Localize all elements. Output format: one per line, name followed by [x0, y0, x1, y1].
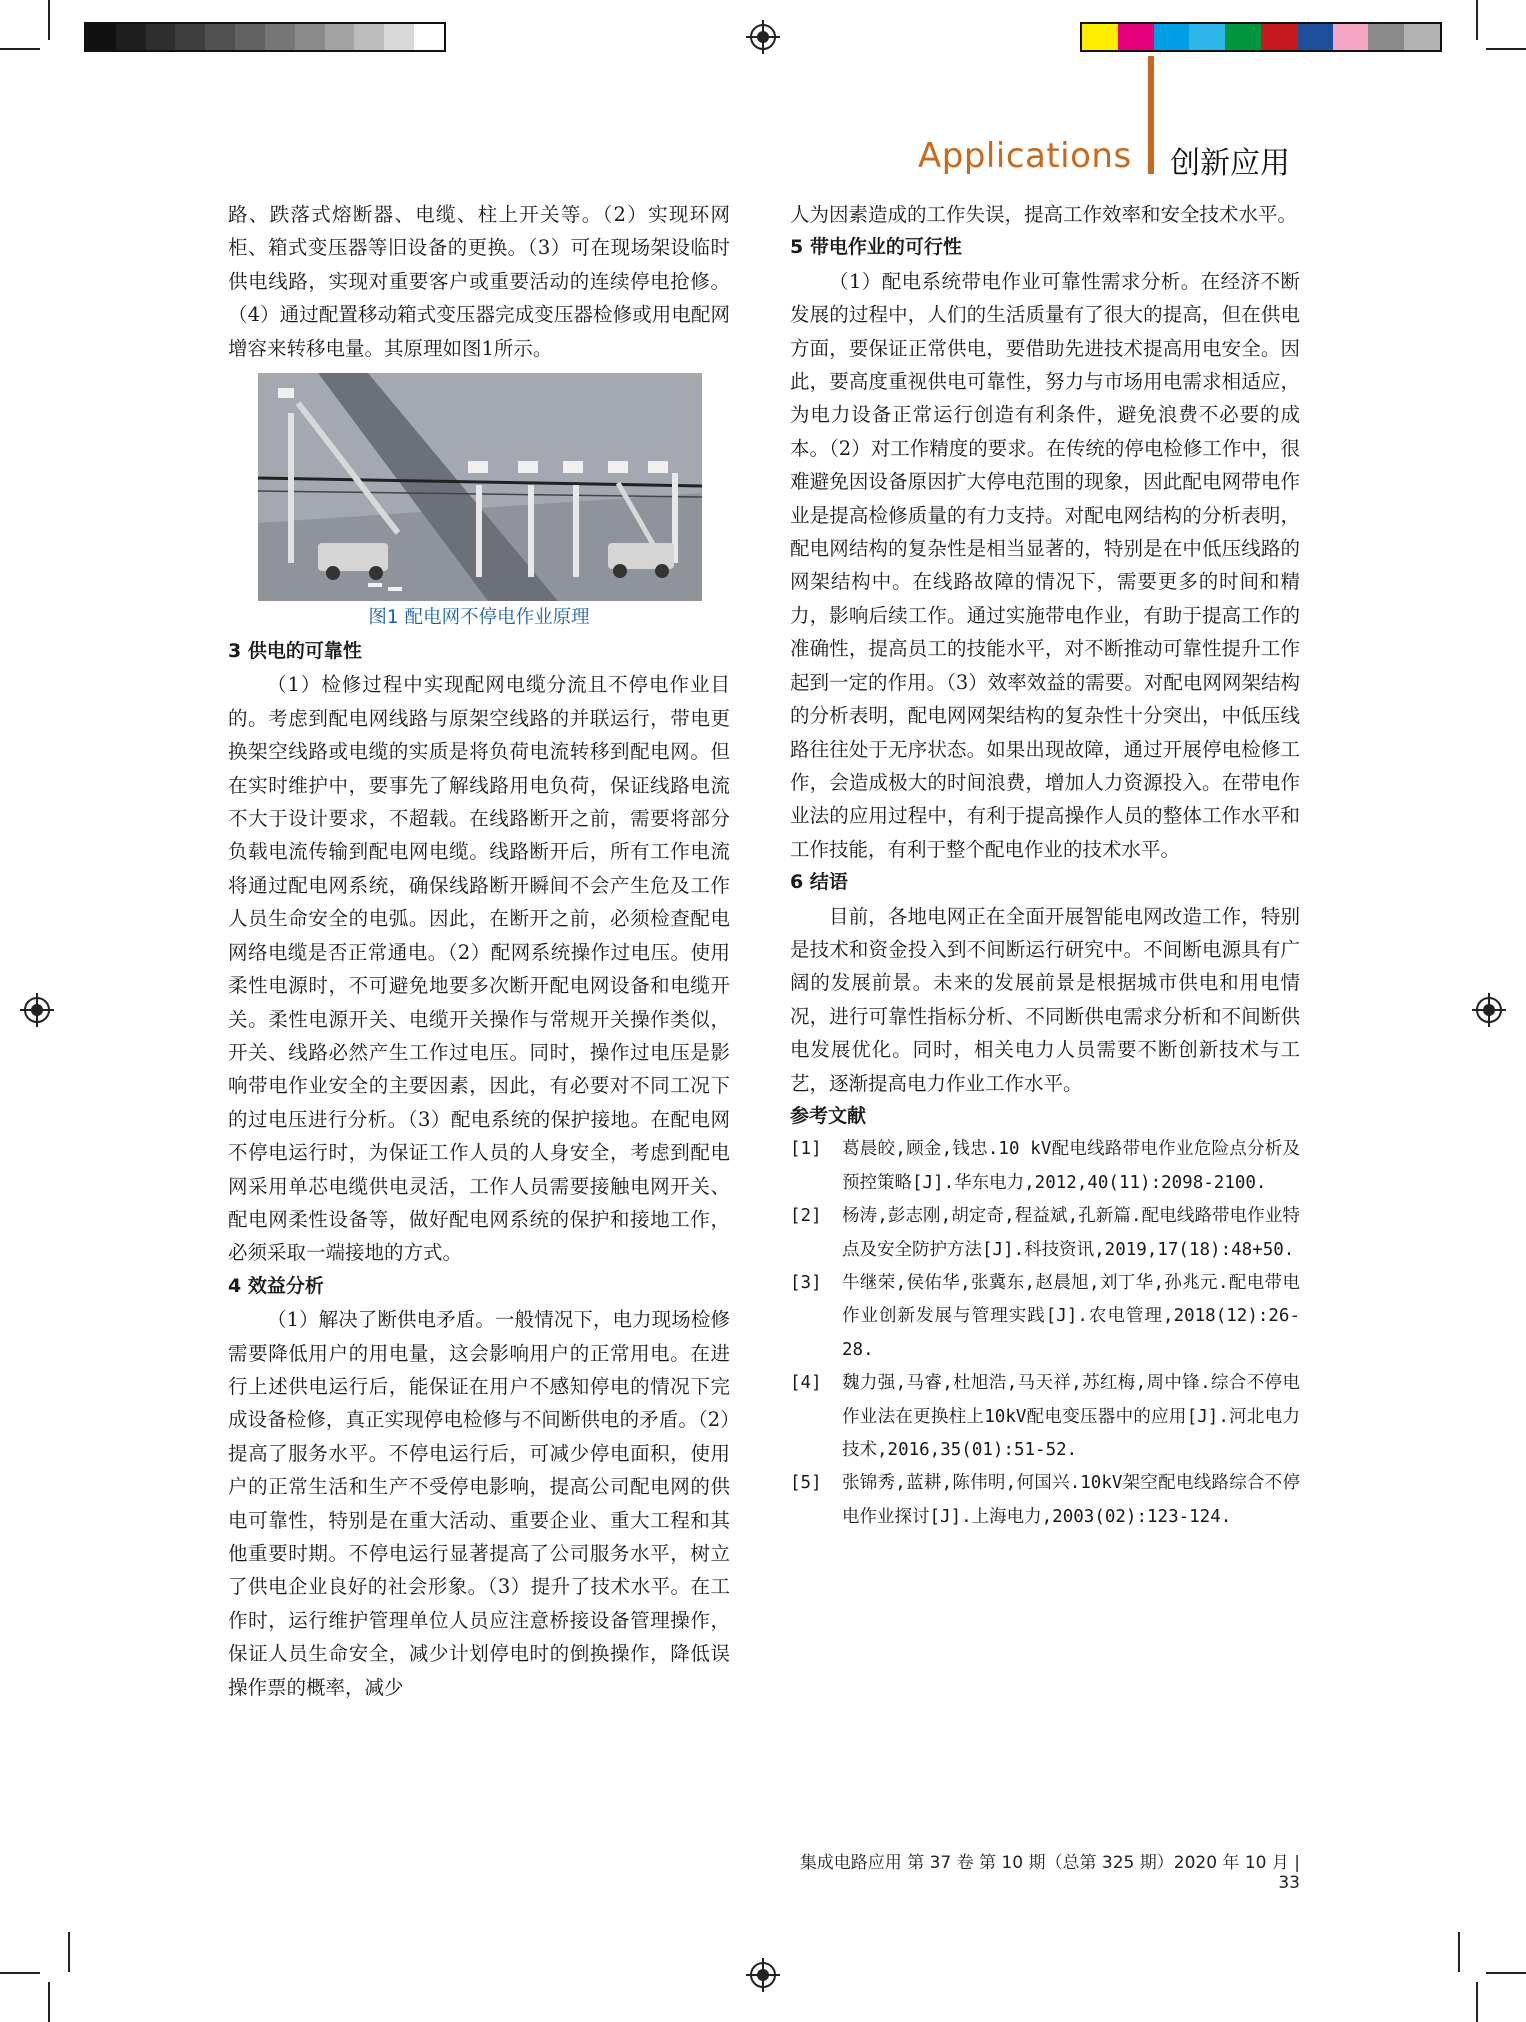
gray-swatch [116, 24, 146, 50]
section-label-zh: 创新应用 [1170, 146, 1290, 181]
journal-footer: 集成电路应用 第 37 卷 第 10 期（总第 325 期）2020 年 10 月 | 33 [799, 1853, 1300, 1893]
reference-number: [4] [790, 1373, 822, 1394]
reference-item [790, 1467, 1300, 1534]
paragraph: （1）解决了断供电矛盾。一般情况下，电力现场检修需要降低用户的用电量，这会影响用户的正常用电。在进行上述供电运行后，能保证在用户不感知停电的情况下完成设备检修，真正实现停电检修与不间断供电的矛盾。（2）提高了服务水平。不停电运行后，可减少停电面积，使用户的正常生活和生产不受停电影响，提高公司配电网的供电可靠性，特别是在重大活动、重要企业、重大工程和其他重要时期。不停电运行显著提高了公司服务水平，树立了供电企业良好的社会形象。（3）提升了技术水平。在工作时，运行维护管理单位人员应注意桥接设备管理操作，保证人员生命安全，减少计划停电时的倒换操作，降低误操作票的概率，减少 [228, 1308, 730, 1699]
color-swatch [1404, 24, 1440, 50]
gray-swatch [414, 24, 444, 50]
color-swatch [1118, 24, 1154, 50]
figure-1-illustration [258, 373, 702, 601]
section-label-en: Applications [918, 136, 1132, 176]
reference-number: [3] [790, 1273, 822, 1293]
color-swatch [1082, 24, 1118, 50]
registration-mark-left [24, 997, 50, 1023]
reference-number: [2] [790, 1206, 822, 1227]
crop-mark [48, 1982, 50, 2022]
reference-item [790, 1267, 1300, 1367]
cmyk-color-bar [1080, 22, 1442, 52]
gray-swatch [384, 24, 414, 50]
gray-color-bar [84, 22, 446, 52]
gray-swatch [146, 24, 176, 50]
section-5-title: 5 带电作业的可行性 [790, 236, 962, 259]
color-swatch [1368, 24, 1404, 50]
section-6-title: 6 结语 [790, 871, 848, 894]
reference-list [790, 1133, 1300, 1534]
paragraph: 目前，各地电网正在全面开展智能电网改造工作，特别是技术和资金投入到不间断运行研究中。不间断电源具有广阔的发展前景。未来的发展前景是根据城市供电和用电情况，进行可靠性指标分析、不同断供电需求分析和不间断供电发展优化。同时，相关电力人员需要不断创新技术与工艺，逐渐提高电力作业工作水平。 [790, 904, 1300, 1095]
gray-swatch [175, 24, 205, 50]
reference-item [790, 1200, 1300, 1267]
color-swatch [1297, 24, 1333, 50]
section-4-title: 4 效益分析 [228, 1274, 324, 1297]
reference-text: 葛晨皎,顾金,钱忠.10 kV配电线路带电作业危险点分析及预控策略[J].华东电力,2012,40(11):2098-2100. [842, 1139, 1300, 1193]
reference-number: [1] [790, 1139, 822, 1160]
paragraph: 人为因素造成的工作失误，提高工作效率和安全技术水平。 [790, 203, 1298, 226]
crop-mark [0, 48, 40, 50]
crop-mark [1486, 48, 1526, 50]
crop-mark [1486, 1972, 1526, 1974]
gray-swatch [235, 24, 265, 50]
paragraph: 路、跌落式熔断器、电缆、柱上开关等。（2）实现环网柜、箱式变压器等旧设备的更换。（3）可在现场架设临时供电线路，实现对重要客户或重要活动的连续停电抢修。（4）通过配置移动箱式变压器完成变压器检修或用电配网增容来转移电量。其原理如图1所示。 [228, 203, 730, 360]
reference-number: [5] [790, 1473, 822, 1494]
crop-mark [1476, 1982, 1478, 2022]
gray-swatch [325, 24, 355, 50]
crop-mark [0, 1972, 40, 1974]
reference-item [790, 1133, 1300, 1200]
reference-text: 牛继荣,侯佑华,张冀东,赵晨旭,刘丁华,孙兆元.配电带电作业创新发展与管理实践[J].农电管理,2018(12):26-28. [842, 1273, 1300, 1360]
gray-swatch [86, 24, 116, 50]
header-accent-line [1148, 56, 1154, 174]
gray-swatch [265, 24, 295, 50]
reference-text: 杨涛,彭志刚,胡定奇,程益斌,孔新篇.配电线路带电作业特点及安全防护方法[J].科技资讯,2019,17(18):48+50. [842, 1206, 1300, 1260]
paragraph: （1）配电系统带电作业可靠性需求分析。在经济不断发展的过程中，人们的生活质量有了很大的提高，但在供电方面，要保证正常供电，要借助先进技术提高用电安全。因此，要高度重视供电可靠性，努力与市场用电需求相适应，为电力设备正常运行创造有利条件，避免浪费不必要的成本。（2）对工作精度的要求。在传统的停电检修工作中，很难避免因设备原因扩大停电范围的现象，因此配电网带电作业是提高检修质量的有力支持。对配电网结构的分析表明，配电网结构的复杂性是相当显著的，特别是在中低压线路的网架结构中。在线路故障的情况下，需要更多的时间和精力，影响后续工作。通过实施带电作业，有助于提高工作的准确性，提高员工的技能水平，对不断推动可靠性提升工作起到一定的作用。（3）效率效益的需要。对配电网网架结构的分析表明，配电网网架结构的复杂性十分突出，中低压线路往往处于无序状态。如果出现故障，通过开展停电检修工作，会造成极大的时间浪费，增加人力资源投入。在带电作业法的应用过程中，有利于提高操作人员的整体工作水平和工作技能，有利于整个配电作业的技术水平。 [790, 269, 1300, 861]
color-swatch [1154, 24, 1190, 50]
registration-mark-bottom [750, 1962, 776, 1988]
color-swatch [1189, 24, 1225, 50]
figure-1-caption: 图1 配电网不停电作业原理 [368, 607, 590, 629]
left-column [228, 198, 730, 1704]
crop-mark [48, 0, 50, 40]
registration-mark-top [750, 24, 776, 50]
references-title: 参考文献 [790, 1104, 867, 1127]
registration-mark-right [1476, 997, 1502, 1023]
reference-text: 张锦秀,蓝耕,陈伟明,何国兴.10kV架空配电线路综合不停电作业探讨[J].上海电力,2003(02):123-124. [842, 1473, 1300, 1527]
reference-item [790, 1367, 1300, 1467]
color-swatch [1261, 24, 1297, 50]
paragraph: （1）检修过程中实现配网电缆分流且不停电作业目的。考虑到配电网线路与原架空线路的并联运行，带电更换架空线路或电缆的实质是将负荷电流转移到配电网。但在实时维护中，要事先了解线路用电负荷，保证线路电流不大于设计要求，不超载。在线路断开之前，需要将部分负载电流传输到配电网电缆。线路断开后，所有工作电流将通过配电网系统，确保线路断开瞬间不会产生危及工作人员生命安全的电弧。因此，在断开之前，必须检查配电网络电缆是否正常通电。（2）配网系统操作过电压。使用柔性电源时，不可避免地要多次断开配电网设备和电缆开关。柔性电源开关、电缆开关操作与常规开关操作类似，开关、线路必然产生工作过电压。同时，操作过电压是影响带电作业安全的主要因素，因此，有必要对不同工况下的过电压进行分析。（3）配电系统的保护接地。在配电网不停电运行时，为保证工作人员的人身安全，考虑到配电网采用单芯电缆供电灵活，工作人员需要接触电网开关、配电网柔性设备等，做好配电网系统的保护和接地工作，必须采取一端接地的方式。 [228, 673, 730, 1265]
gray-swatch [354, 24, 384, 50]
color-swatch [1333, 24, 1369, 50]
gray-swatch [205, 24, 235, 50]
color-swatch [1225, 24, 1261, 50]
crop-mark [1458, 1932, 1460, 1972]
gray-swatch [295, 24, 325, 50]
crop-mark [68, 1932, 70, 1972]
figure-1 [258, 373, 702, 601]
crop-mark [1476, 0, 1478, 40]
reference-text: 魏力强,马睿,杜旭浩,马天祥,苏红梅,周中锋.综合不停电作业法在更换柱上10kV配电变压器中的应用[J].河北电力技术,2016,35(01):51-52. [842, 1373, 1300, 1461]
section-3-title: 3 供电的可靠性 [228, 640, 362, 663]
right-column [790, 198, 1300, 1534]
